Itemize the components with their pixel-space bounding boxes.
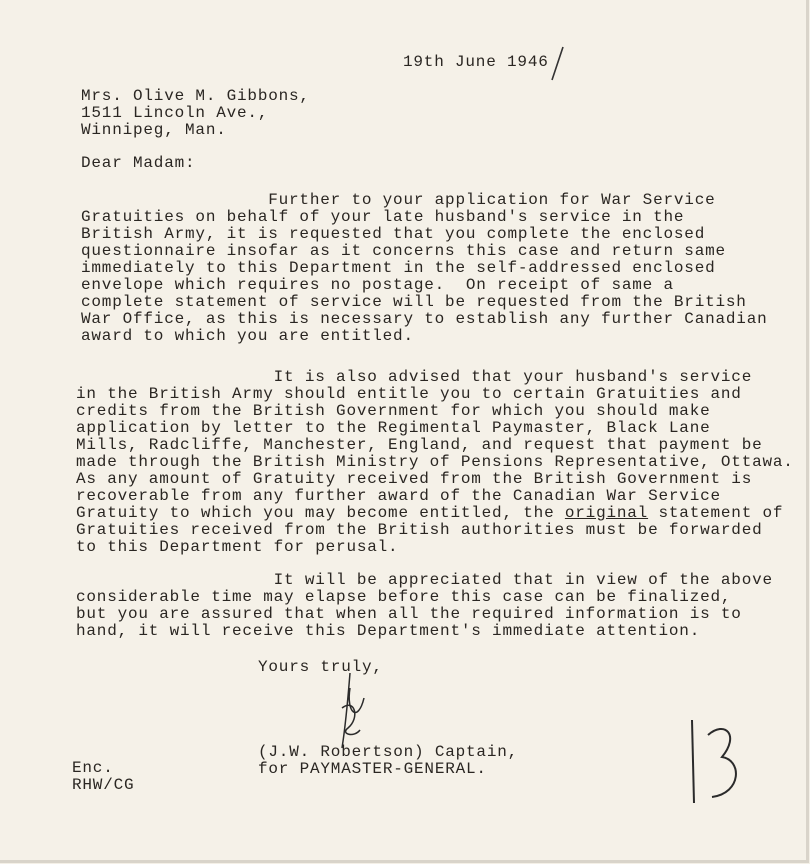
text-line: Gratuity to which you may become entitled, the original statement of [76, 504, 784, 522]
enclosure-reference [72, 759, 134, 793]
salutation-text: Dear Madam: [81, 154, 196, 172]
text-line: envelope which requires no postage. On receipt of same a [81, 276, 674, 294]
text-line: It will be appreciated that in view of the above [76, 571, 773, 589]
text-line: considerable time may elapse before this case can be finalized, [76, 588, 732, 606]
text-line: Mrs. Olive M. Gibbons, [81, 87, 310, 105]
text-line: credits from the British Government for which you should make [76, 402, 711, 420]
text-line: Gratuities received from the British authorities must be forwarded [76, 521, 763, 539]
paragraph-1 [81, 192, 768, 345]
date-check-mark [548, 44, 568, 84]
paragraph-2 [76, 369, 794, 556]
text-line: in the British Army should entitle you to certain Gratuities and [76, 385, 742, 403]
recipient-address [81, 88, 310, 139]
handwritten-page-number [680, 715, 750, 810]
text-line: Enc. [72, 759, 114, 777]
text-line: for PAYMASTER-GENERAL. [258, 760, 487, 778]
text-line: Gratuities on behalf of your late husband's service in the [81, 208, 685, 226]
signature-block [258, 744, 518, 778]
text-line: complete statement of service will be requested from the British [81, 293, 747, 311]
text-line: War Office, as this is necessary to establish any further Canadian [81, 310, 768, 328]
text-line: As any amount of Gratuity received from the British Government is [76, 470, 753, 488]
text-line: application by letter to the Regimental Paymaster, Black Lane [76, 419, 711, 437]
text-line: 1511 Lincoln Ave., [81, 104, 269, 122]
letter-date [403, 54, 549, 71]
date-text: 19th June 1946 [403, 53, 549, 71]
text-line: recoverable from any further award of the Canadian War Service [76, 487, 721, 505]
text-line: RHW/CG [72, 776, 135, 794]
text-line: (J.W. Robertson) Captain, [258, 743, 519, 761]
text-line: to this Department for perusal. [76, 538, 399, 556]
text-line: questionnaire insofar as it concerns this case and return same [81, 242, 726, 260]
text-line: British Army, it is requested that you complete the enclosed [81, 225, 706, 243]
text-line: It is also advised that your husband's service [76, 368, 753, 386]
salutation [81, 155, 195, 172]
closing-text: Yours truly, [258, 658, 383, 676]
paragraph-3 [76, 572, 773, 640]
underlined-word: original [564, 504, 649, 522]
text-line: but you are assured that when all the required information is to [76, 605, 742, 623]
text-line: hand, it will receive this Department's immediate attention. [76, 622, 701, 640]
text-line: Winnipeg, Man. [81, 121, 227, 139]
text-line: Mills, Radcliffe, Manchester, England, and request that payment be [76, 436, 763, 454]
text-line: made through the British Ministry of Pensions Representative, Ottawa. [76, 453, 794, 471]
text-line: immediately to this Department in the self-addressed enclosed [81, 259, 716, 277]
text-line: award to which you are entitled. [81, 327, 414, 345]
text-line: Further to your application for War Service [81, 191, 716, 209]
